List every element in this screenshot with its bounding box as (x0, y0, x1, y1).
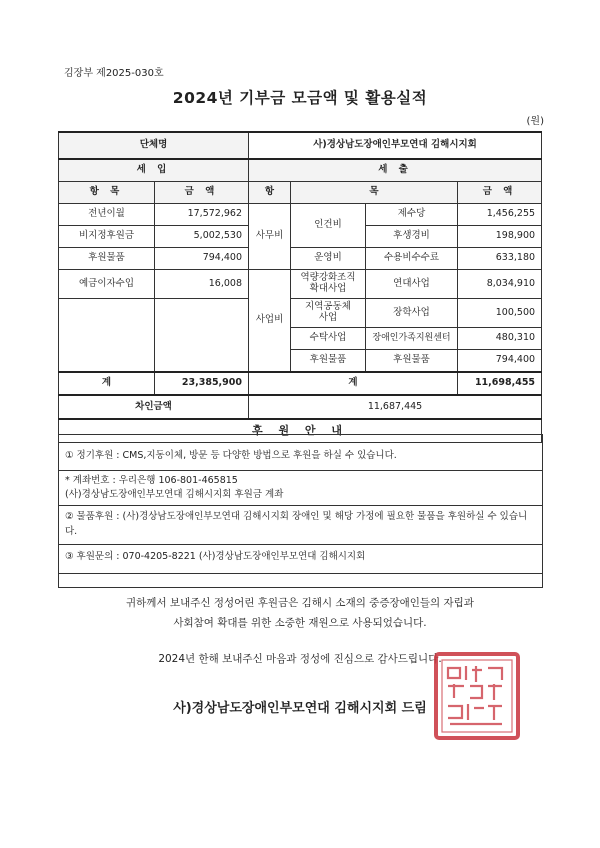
expense-ingeonbi: 인건비 (291, 204, 366, 248)
org-row (59, 132, 542, 159)
income-item-header: 항 목 (59, 182, 155, 204)
income-amount: 17,572,962 (155, 204, 249, 226)
account-holder: (사)경상남도장애인부모연대 김해시지회 후원금 계좌 (65, 488, 284, 500)
income-amount: 5,002,530 (155, 226, 249, 248)
note-regular: ① 정기후원 : CMS,지동이체, 방문 등 다양한 방법으로 후원을 하실 수 있습니다. (59, 434, 542, 470)
income-empty (59, 299, 155, 373)
balance-row (59, 395, 542, 419)
expense-total-label: 계 (249, 372, 458, 395)
table-row (59, 248, 542, 270)
expense-amount: 198,900 (458, 226, 542, 248)
income-total-label: 계 (59, 372, 155, 395)
expense-sub: 수탁사업 (291, 328, 366, 350)
expense-mok: 후원물품 (366, 350, 458, 373)
expense-sub: 후원물품 (291, 350, 366, 373)
expense-amount: 633,180 (458, 248, 542, 270)
income-section-title: 세 입 (59, 159, 249, 182)
income-amount-header: 금 액 (155, 182, 249, 204)
balance-label: 차인금액 (59, 395, 249, 419)
signature: 사)경상남도장애인부모연대 김해시지회 드림 (173, 701, 427, 716)
expense-mok: 제수당 (366, 204, 458, 226)
table-row (59, 299, 542, 328)
official-seal-icon (432, 650, 522, 742)
expense-amount: 1,456,255 (458, 204, 542, 226)
expense-sub: 역량강화조직 확대사업 (291, 270, 366, 299)
income-item: 예금이자수입 (59, 270, 155, 299)
unit-label: (원) (526, 116, 544, 127)
expense-amount: 480,310 (458, 328, 542, 350)
expense-mok: 수용비수수료 (366, 248, 458, 270)
closing-line-2: 사회참여 확대를 위한 소중한 재원으로 사용되었습니다. (173, 616, 427, 629)
expense-mok-header: 목 (291, 182, 458, 204)
thanks-message: 2024년 한해 보내주신 마음과 정성에 진심으로 감사드립니다. (158, 653, 442, 665)
note-goods: ② 물품후원 : (사)경상남도장애인부모연대 김해시지회 장애인 및 해당 가정에 필요한 물품을 후원하실 수 있습니다. (59, 505, 542, 543)
section-row (59, 159, 542, 182)
document-number: 김장부 제2025-030호 (64, 68, 164, 79)
table-row (59, 204, 542, 226)
page-title: 2024년 기부금 모금액 및 활용실적 (172, 89, 428, 107)
expense-hang-header: 항 (249, 182, 291, 204)
closing-message (0, 594, 600, 634)
expense-saeopbi: 사업비 (249, 270, 291, 373)
notes-blank (59, 573, 542, 587)
income-item: 전년이월 (59, 204, 155, 226)
expense-amount: 794,400 (458, 350, 542, 373)
expense-mok: 장학사업 (366, 299, 458, 328)
expense-unyeongbi: 운영비 (291, 248, 366, 270)
expense-amount: 100,500 (458, 299, 542, 328)
note-contact: ③ 후원문의 : 070-4205-8221 (사)경상남도장애인부모연대 김해시지회 (59, 544, 542, 574)
org-label: 단체명 (59, 132, 249, 159)
guide-title: 후 원 안 내 (59, 419, 542, 443)
income-amount: 16,008 (155, 270, 249, 299)
income-total: 23,385,900 (155, 372, 249, 395)
table-row (59, 270, 542, 299)
balance-amount: 11,687,445 (249, 395, 542, 419)
expense-section-title: 세 출 (249, 159, 542, 182)
income-item: 후원물품 (59, 248, 155, 270)
expense-amount: 8,034,910 (458, 270, 542, 299)
note-account (59, 470, 542, 506)
account-number: * 계좌번호 : 우리은행 106-801-465815 (65, 474, 238, 486)
donation-notes (58, 434, 543, 588)
expense-mok: 후생경비 (366, 226, 458, 248)
column-header-row (59, 182, 542, 204)
income-empty (155, 299, 249, 373)
expense-total: 11,698,455 (458, 372, 542, 395)
closing-line-1: 귀하께서 보내주신 정성어린 후원금은 김해시 소재의 중증장애인들의 자립과 (126, 597, 474, 609)
expense-mok: 장애인가족지원센터 (366, 328, 458, 350)
expense-amount-header: 금 액 (458, 182, 542, 204)
total-row (59, 372, 542, 395)
income-amount: 794,400 (155, 248, 249, 270)
income-item: 비지정후원금 (59, 226, 155, 248)
expense-saumubi: 사무비 (249, 204, 291, 270)
org-name: 사)경상남도장애인부모연대 김해시지회 (249, 132, 542, 159)
finance-table (58, 131, 542, 443)
expense-sub: 지역공동체 사업 (291, 299, 366, 328)
expense-mok: 연대사업 (366, 270, 458, 299)
